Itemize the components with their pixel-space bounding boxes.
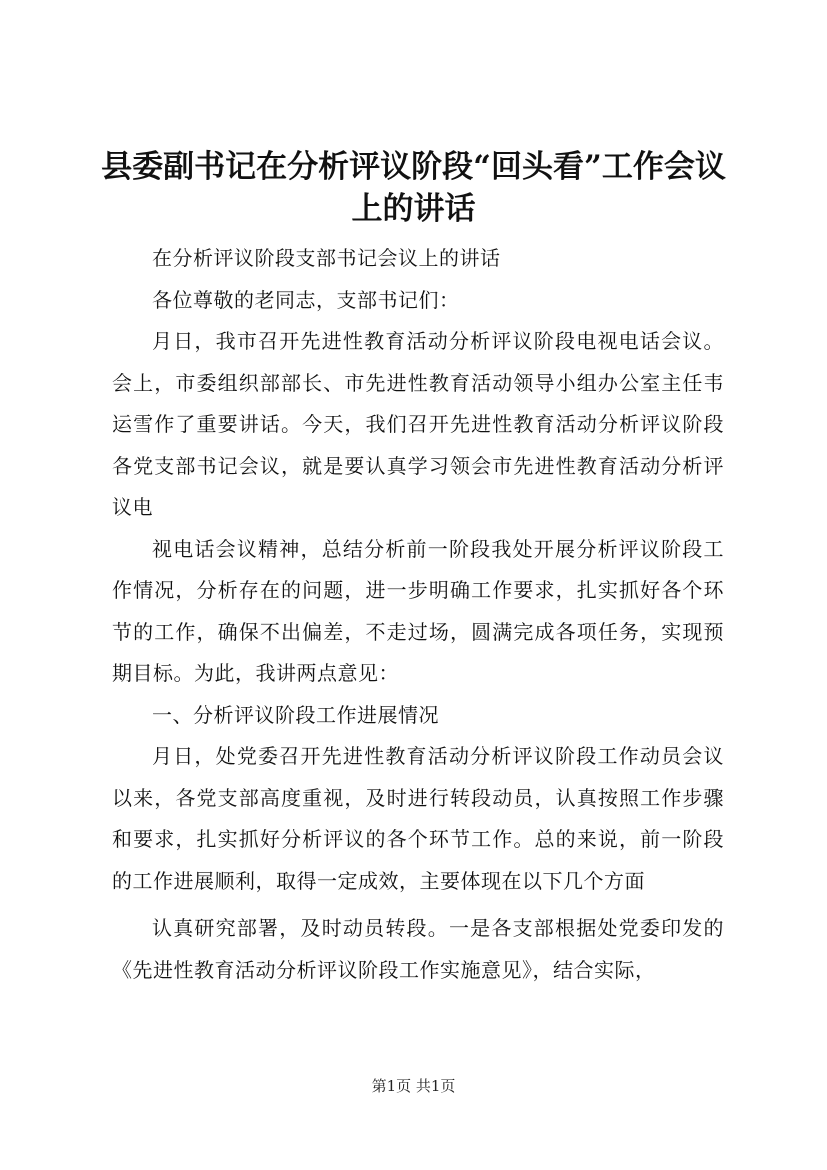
paragraph-purpose: 视电话会议精神，总结分析前一阶段我处开展分析评议阶段工作情况，分析存在的问题，进一步明确工作要求，扎实抓好各个环节的工作，确保不出偏差，不走过场，圆满完成各项任务，实现预期目标。为此，我讲两点意见： xyxy=(112,536,724,685)
page-title: 县委副书记在分析评议阶段“回头看”工作会议上的讲话 xyxy=(101,149,726,227)
section-heading-1: 一、分析评议阶段工作进展情况 xyxy=(152,702,439,727)
paragraph-intro: 月日，我市召开先进性教育活动分析评议阶段电视电话会议。会上，市委组织部部长、市先进性教育活动领导小组办公室主任韦运雪作了重要讲话。今天，我们召开先进性教育活动分析评议阶段各党支部书记会议，就是要认真学习领会市先进性教育活动分析评议电 xyxy=(112,329,724,519)
paragraph-salutation: 各位尊敬的老同志，支部书记们： xyxy=(152,287,460,312)
paragraph-progress: 月日，处党委召开先进性教育活动分析评议阶段工作动员会议以来，各党支部高度重视，及时进行转段动员，认真按照工作步骤和要求，扎实抓好分析评议的各个环节工作。总的来说，前一阶段的工作进展顺利，取得一定成效，主要体现在以下几个方面 xyxy=(112,744,724,893)
paragraph-deployment: 认真研究部署，及时动员转段。一是各支部根据处党委印发的《先进性教育活动分析评议阶段工作实施意见》，结合实际， xyxy=(112,916,724,982)
page-footer: 第1页 共1页 xyxy=(371,1077,456,1095)
paragraph-subtitle: 在分析评议阶段支部书记会议上的讲话 xyxy=(152,246,501,270)
document-body xyxy=(112,238,724,991)
